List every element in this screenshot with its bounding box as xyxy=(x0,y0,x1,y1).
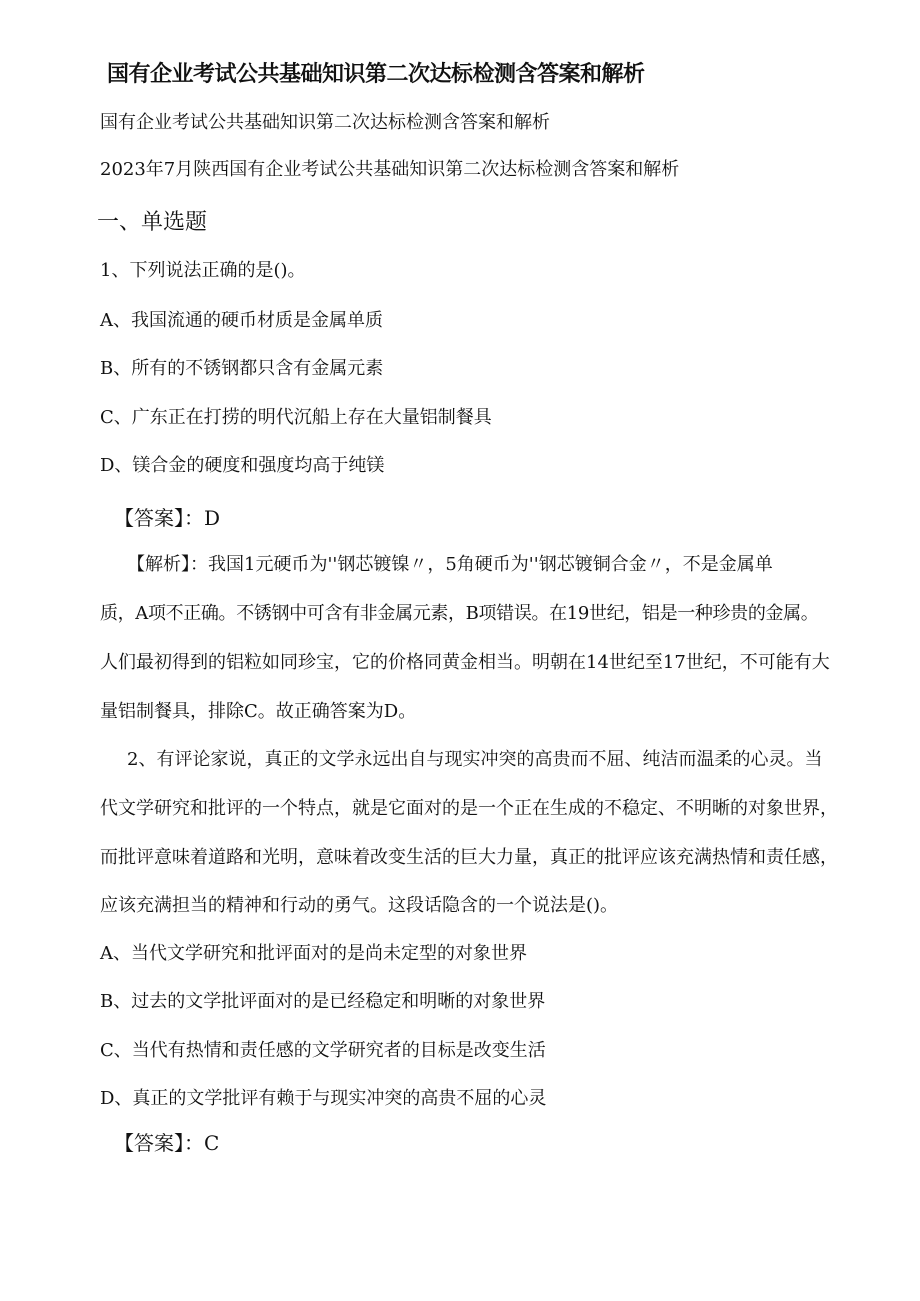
section-heading: 一、单选题 xyxy=(97,210,208,235)
question-2-answer xyxy=(114,1130,219,1156)
explanation-label: 【解析】 xyxy=(127,554,190,575)
question-1-option-a: A、我国流通的硬币材质是金属单质 xyxy=(100,310,383,331)
question-1-answer xyxy=(114,505,220,531)
question-1-option-b: B、所有的不锈钢都只含有金属元素 xyxy=(100,358,384,379)
question-1-explanation-line-2: 质，A项不正确。不锈钢中可含有非金属元素，B项错误。在19世纪，铝是一种珍贵的金属。 xyxy=(100,603,819,624)
document-subtitle-exam-date: 2023年7月陕西国有企业考试公共基础知识第二次达标检测含答案和解析 xyxy=(100,159,680,180)
answer-value: ：D xyxy=(184,506,221,530)
question-2-option-b: B、过去的文学批评面对的是已经稳定和明晰的对象世界 xyxy=(100,991,546,1012)
answer-value: ：C xyxy=(184,1131,220,1155)
question-2-stem-line-2: 代文学研究和批评的一个特点，就是它面对的是一个正在生成的不稳定、不明晰的对象世界， xyxy=(100,798,838,819)
question-2-stem-line-4: 应该充满担当的精神和行动的勇气。这段话隐含的一个说法是()。 xyxy=(100,895,619,916)
explanation-text: ：我国1元硬币为''钢芯镀镍〃，5角硬币为''钢芯镀铜合金〃，不是金属单 xyxy=(190,554,773,575)
question-2-option-d: D、真正的文学批评有赖于与现实冲突的高贵不屈的心灵 xyxy=(100,1088,547,1109)
question-1-explanation-line-3: 人们最初得到的铝粒如同珍宝，它的价格同黄金相当。明朝在14世纪至17世纪，不可能有大 xyxy=(100,652,830,673)
document-subtitle: 国有企业考试公共基础知识第二次达标检测含答案和解析 xyxy=(100,112,550,133)
question-1-option-d: D、镁合金的硬度和强度均高于纯镁 xyxy=(100,455,385,476)
question-2-option-c: C、当代有热情和责任感的文学研究者的目标是改变生活 xyxy=(100,1040,546,1061)
question-2-stem-line-3: 而批评意味着道路和光明，意味着改变生活的巨大力量，真正的批评应该充满热情和责任感， xyxy=(100,847,838,868)
question-1-explanation-line-1 xyxy=(127,553,773,577)
question-1-option-c: C、广东正在打捞的明代沉船上存在大量铝制餐具 xyxy=(100,407,492,428)
question-2-stem-line-1: 2、有评论家说，真正的文学永远出自与现实冲突的高贵而不屈、纯洁而温柔的心灵。当 xyxy=(127,749,823,770)
document-title: 国有企业考试公共基础知识第二次达标检测含答案和解析 xyxy=(107,62,645,87)
question-2-option-a: A、当代文学研究和批评面对的是尚未定型的对象世界 xyxy=(100,943,527,964)
answer-label: 【答案】 xyxy=(114,506,184,530)
answer-label: 【答案】 xyxy=(114,1131,184,1155)
question-1-explanation-line-4: 量铝制餐具，排除C。故正确答案为D。 xyxy=(100,701,417,722)
question-1-stem: 1、下列说法正确的是()。 xyxy=(100,260,306,281)
